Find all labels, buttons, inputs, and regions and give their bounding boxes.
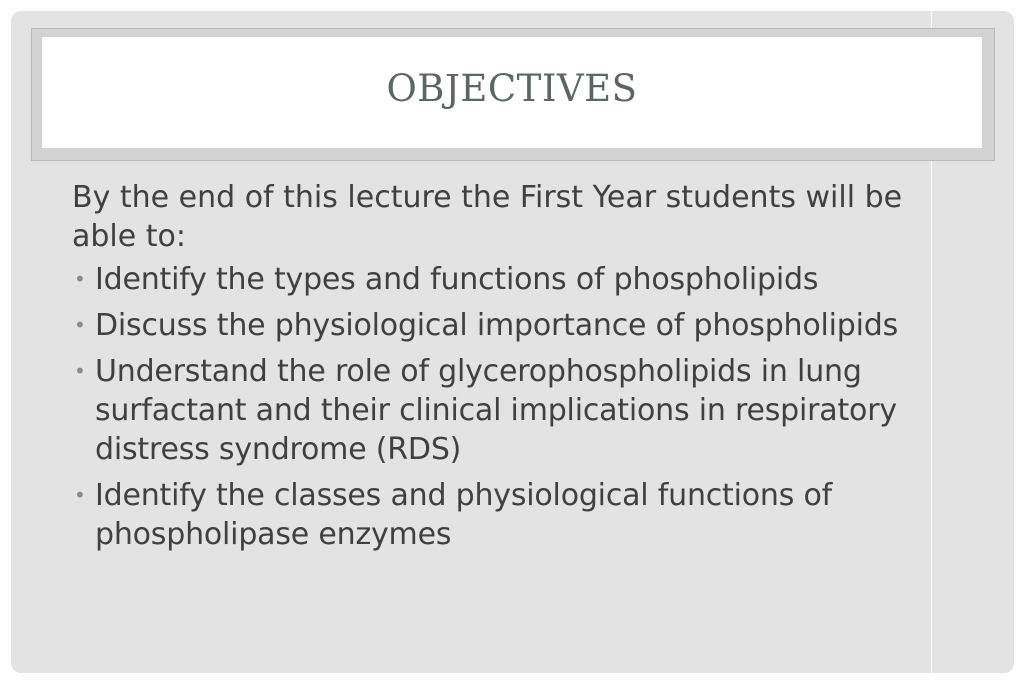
bullet-icon: • <box>74 483 86 507</box>
slide-title: OBJECTIVES <box>386 67 638 110</box>
list-item-text: Discuss the physiological importance of phospholipids <box>95 308 899 343</box>
list-item-text: Identify the classes and physiological functions of phospholipase enzymes <box>95 478 833 552</box>
list-item-text: Identify the types and functions of phospholipids <box>95 262 819 297</box>
objectives-list <box>72 260 952 554</box>
list-item <box>72 260 952 299</box>
bullet-icon: • <box>74 313 86 337</box>
list-item-text: Understand the role of glycerophospholipids in lung surfactant and their clinical implications in respiratory distress syndrome (RDS) <box>95 354 897 467</box>
slide <box>11 11 1014 673</box>
intro-text: By the end of this lecture the First Year students will be able to: <box>72 180 903 254</box>
list-item <box>72 476 952 554</box>
list-item <box>72 352 952 469</box>
title-box <box>42 37 982 148</box>
bullet-icon: • <box>74 359 86 383</box>
list-item <box>72 306 952 345</box>
content-body <box>72 178 952 561</box>
bullet-icon: • <box>74 267 86 291</box>
title-frame <box>31 28 995 161</box>
